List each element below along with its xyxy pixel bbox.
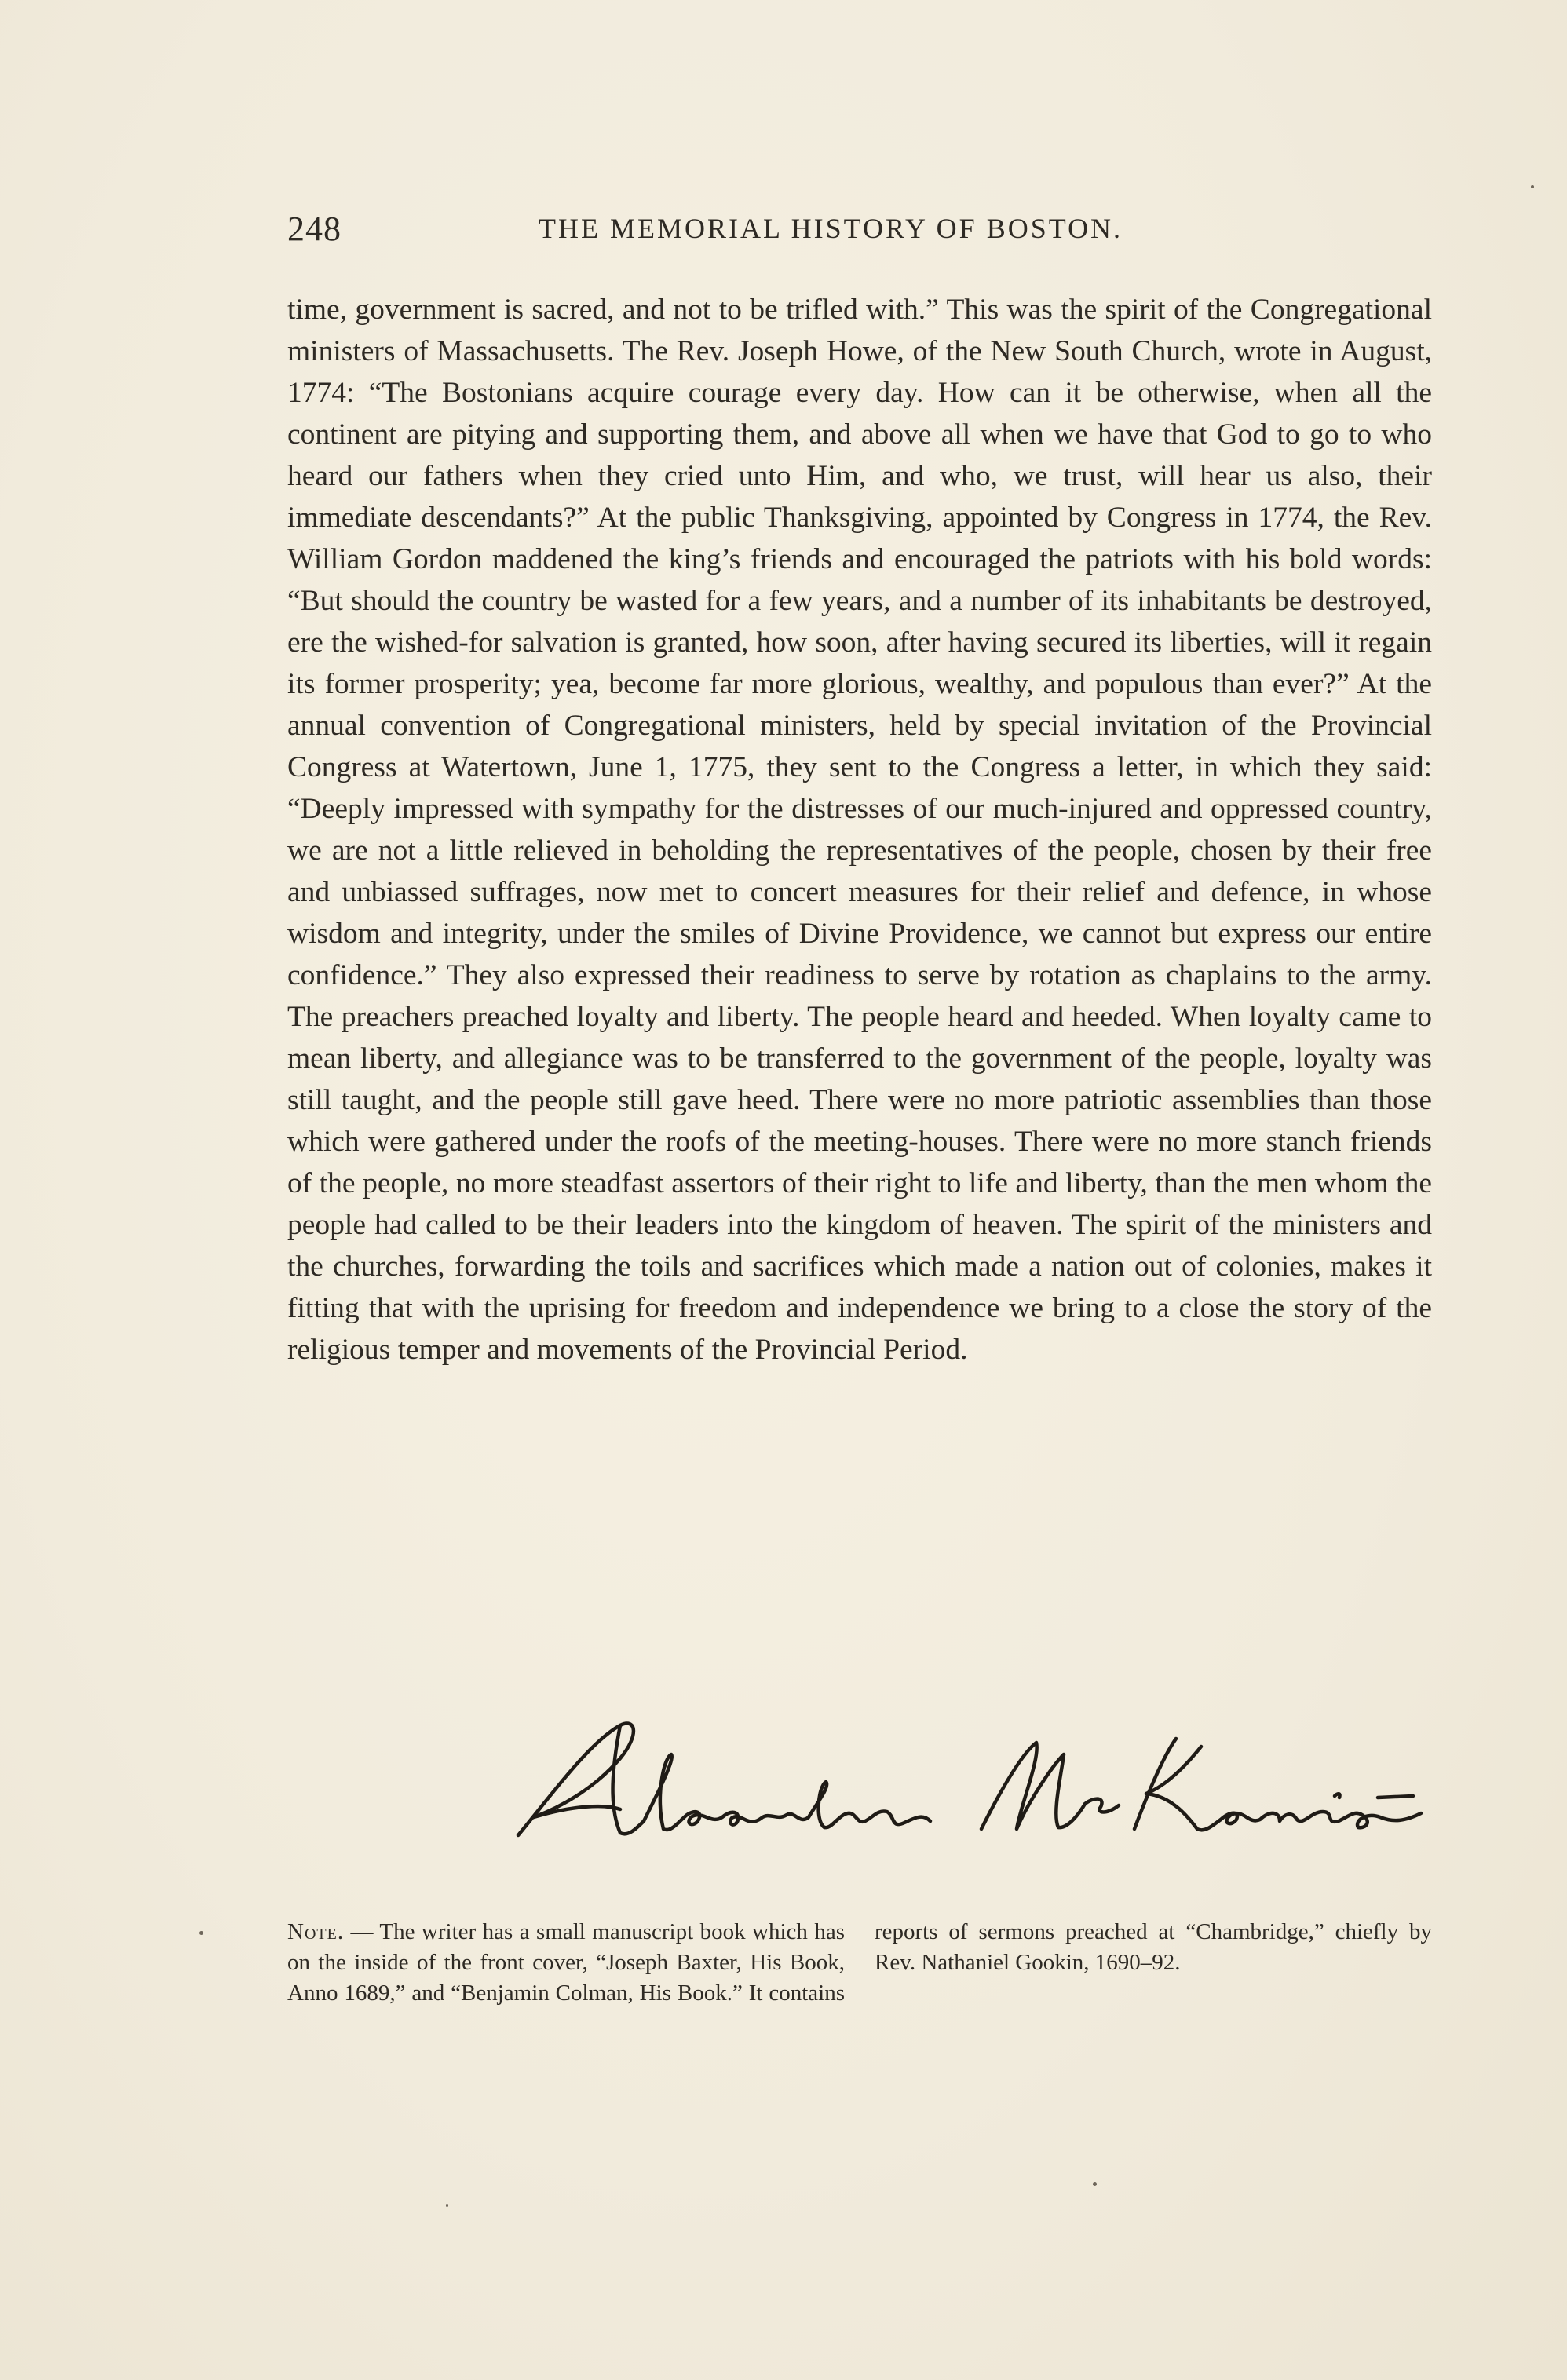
running-title: THE MEMORIAL HISTORY OF BOSTON. [539,213,1123,244]
footnote [287,1917,1432,2009]
body-text [287,289,1432,1371]
running-head [287,209,1434,248]
paper-speck [1531,185,1534,188]
paper-speck [1093,2182,1097,2186]
footnote-label: Note. [287,1919,345,1944]
paper-speck [199,1931,203,1935]
handwritten-signature [502,1711,1445,1853]
paper-speck [446,2204,448,2207]
footnote-text: — The writer has a small manuscript book which has on the inside of the front cover, “Joseph Baxter, His Book, Anno 1689,” and “Benjamin Colman, His Book.” It contains reports of sermons preached at “Chambridge,” chiefly by Rev. Nathaniel Gookin, 1690–92. [287,1919,1432,2006]
body-paragraph: time, government is sacred, and not to be trifled with.” This was the spirit of the Congregational ministers of Massachusetts. The Rev. Joseph Howe, of the New South Church, wrote in August, 1774: “The Bostonians acquire courage every day. How can it be otherwise, when all the continent are pitying and supporting them, and above all when we have that God to go to who heard our fathers when they cried unto Him, and who, we trust, will hear us also, their immediate descendants?” At the public Thanksgiving, appointed by Congress in 1774, the Rev. William Gordon maddened the king’s friends and encouraged the patriots with his bold words: “But should the country be wasted for a few years, and a number of its inhabitants be destroyed, ere the wished-for salvation is granted, how soon, after having secured its liberties, will it regain its former prosperity; yea, become far more glorious, wealthy, and populous than ever?” At the annual convention of Congregational ministers, held by special invitation of the Provincial Congress at Watertown, June 1, 1775, they sent to the Congress a letter, in which they said: “Deeply impressed with sympathy for the distresses of our much-injured and oppressed country, we are not a little relieved in beholding the representatives of the people, chosen by their free and unbiassed suffrages, now met to concert measures for their relief and defence, in whose wisdom and integrity, under the smiles of Divine Providence, we cannot but express our entire confidence.” They also expressed their readiness to serve by rotation as chaplains to the army. The preachers preached loyalty and liberty. The people heard and heeded. When loyalty came to mean liberty, and allegiance was to be transferred to the government of the people, loyalty was still taught, and the people still gave heed. There were no more patriotic assemblies than those which were gathered under the roofs of the meeting-houses. There were no more stanch friends of the people, no more steadfast assertors of their right to life and liberty, than the men whom the people had called to be their leaders into the kingdom of heaven. The spirit of the ministers and the churches, forwarding the toils and sacrifices which made a nation out of colonies, makes it fitting that with the uprising for freedom and independence we bring to a close the story of the religious temper and movements of the Provincial Period. [287,294,1432,1366]
page-number: 248 [287,210,342,248]
